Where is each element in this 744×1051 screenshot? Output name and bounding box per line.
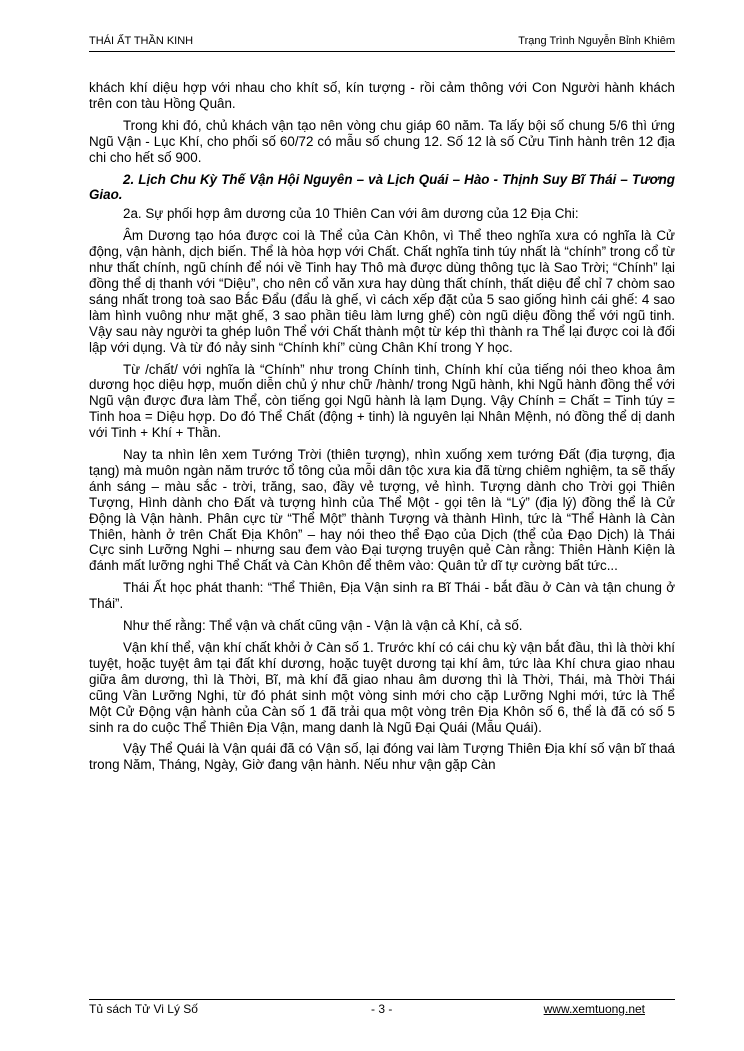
page-number: - 3 - (371, 1002, 393, 1016)
paragraph: Vậy Thể Quái là Vận quái đã có Vận số, lại đóng vai làm Tượng Thiên Địa khí số vận bĩ thaá trong Năm, Tháng, Ngày, Giờ đang vận hành. Nếu như vận gặp Càn (89, 741, 675, 773)
paragraph: Nay ta nhìn lên xem Tướng Trời (thiên tượng), nhìn xuống xem tướng Đất (địa tượng, địa tạng) mà muôn ngàn năm trước tổ tông của mỗi dân tộc xưa kia đã từng chiêm nghiệm, ta sẽ thấy ánh sáng – màu sắc - trời, trăng, sao, đầy vẻ tượng, vẻ hình. Tượng dành cho Trời gọi Thiên Tượng, Hình dành cho Đất và tượng hình của Thể Một - gọi tên là “Lý” (địa lý) đồng thể là Cử Động là Vận hành. Phân cực từ “Thể Một” thành Tượng và thành Hình, tức là “Thể Hành là Càn Thiên, hành ở trên Chất Địa Khôn” – hay nói theo thể Đạo của Dịch (thể của Đạo Dịch) là Thái Cực sinh Lưỡng Nghi – nhưng sau đem vào Đại tượng truyện quẻ Càn rằng: Thiên Hành Kiện là đánh mất lưỡng nghi Thể Chất và Càn Khôn để thêm vào: Quân tử dĩ tự cường bất tức... (89, 447, 675, 574)
page-footer (89, 999, 675, 1020)
paragraph: Âm Dương tạo hóa được coi là Thể của Càn Khôn, vì Thể theo nghĩa xưa có nghĩa là Cử động, vận hành, dịch biến. Thể là hòa hợp với Chất. Chất nghĩa tinh túy nhất là “chính” trong cổ từ như thất chính, ngũ chính để nói về Tinh hay Thô mà được dùng thông tục là Sao Trời; “Chính” lại đồng thể dị thanh với “Diệu”, cho nên cổ văn xưa hay dùng thất chính, thất diệu để chỉ 7 chòm sao sáng nhất trong toà sao Bắc Đẩu (đẩu là ghế, vì cách xếp đặt của 5 sao giống hình cái ghế: 4 sao làm hình vuông như mặt ghế, 3 sao phần tiêu làm lưng ghế) còn ngũ diệu đồng thể với ngũ tinh. Vậy sau này người ta ghép luôn Thể với Chất thành một từ kép thì thành ra Thể lại được coi là đối lập với dụng. Và từ đó nảy sinh “Chính khí” cùng Chân Khí trong Y học. (89, 228, 675, 355)
paragraph: Vận khí thể, vận khí chất khởi ở Càn số 1. Trước khí có cái chu kỳ vận bắt đầu, thì là thời khí tuyệt, hoặc tuyệt âm tại đất khí dương, hoặc tuyệt dương tại khí âm, tức làa Khí chưa giao nhau giữa âm dương, thì là Thời, Bĩ, mà khí đã giao nhau âm dương thì là Thời, Thái, mà Thời Thái cũng Vần Lưỡng Nghi, từ đó phát sinh một vòng sinh mới cho cặp Lưỡng Nghi mới, tức là Thể Một Cử Động vận hành của Càn số 1 đã trải qua một vòng trên Địa Khôn số 6, thể là đã có số 5 sinh ra do cuộc Thể Thiên Địa Vận, mang danh là Ngũ Đại Quái (Mẫu Quái). (89, 640, 675, 735)
paragraph: Như thế rằng: Thể vận và chất cũng vận - Vận là vận cả Khí, cả số. (123, 618, 523, 634)
paragraph: Từ /chất/ với nghĩa là “Chính” như trong Chính tinh, Chính khí của tiếng nói theo khoa âm dương học diệu hợp, muốn diễn chủ ý như chữ /hành/ trong Ngũ hành, khi Ngũ hành đồng thể với Ngũ vận được đưa làm Thể, còn tiếng gọi Ngũ hành là lạm Dụng. Vậy Chính = Chất = Tinh túy = Tinh hoa = Diệu hợp. Do đó Thể Chất (động + tinh) là nguyên lại Nhân Mệnh, nó đồng thể dị danh với Tinh + Khí + Thần. (89, 361, 675, 441)
footer-website-link[interactable]: www.xemtuong.net (543, 1002, 645, 1016)
page-header (89, 33, 675, 52)
paragraph: Thái Ất học phát thanh: “Thể Thiên, Địa Vận sinh ra Bĩ Thái - bắt đầu ở Càn và tận chung ở Thái”. (89, 580, 675, 612)
page-body (89, 80, 675, 779)
footer-series: Tủ sách Tử Vi Lý Số (89, 1002, 198, 1016)
header-book-title: THÁI ẤT THẦN KINH (89, 35, 194, 47)
section-heading: 2. Lịch Chu Kỳ Thế Vận Hội Nguyên – và Lịch Quái – Hào - Thịnh Suy Bĩ Thái – Tương Giao. (89, 171, 675, 203)
header-author: Trạng Trình Nguyễn Bỉnh Khiêm (518, 35, 675, 47)
paragraph: Trong khi đó, chủ khách vận tạo nên vòng chu giáp 60 năm. Ta lấy bội số chung 5/6 thì ứng Ngũ Vận - Lục Khí, cho phối số 60/72 có mẫu số chung 12. Số 12 là số Cửu Tinh hành trên 12 địa chi cho hết số 900. (89, 117, 675, 165)
subsection-intro: 2a. Sự phối hợp âm dương của 10 Thiên Can với âm dương của 12 Địa Chi: (123, 206, 579, 222)
paragraph-continuation: khách khí diệu hợp với nhau cho khít số, kín tượng - rồi cảm thông với Con Người hành khách trên con tàu Hồng Quân. (89, 80, 675, 111)
